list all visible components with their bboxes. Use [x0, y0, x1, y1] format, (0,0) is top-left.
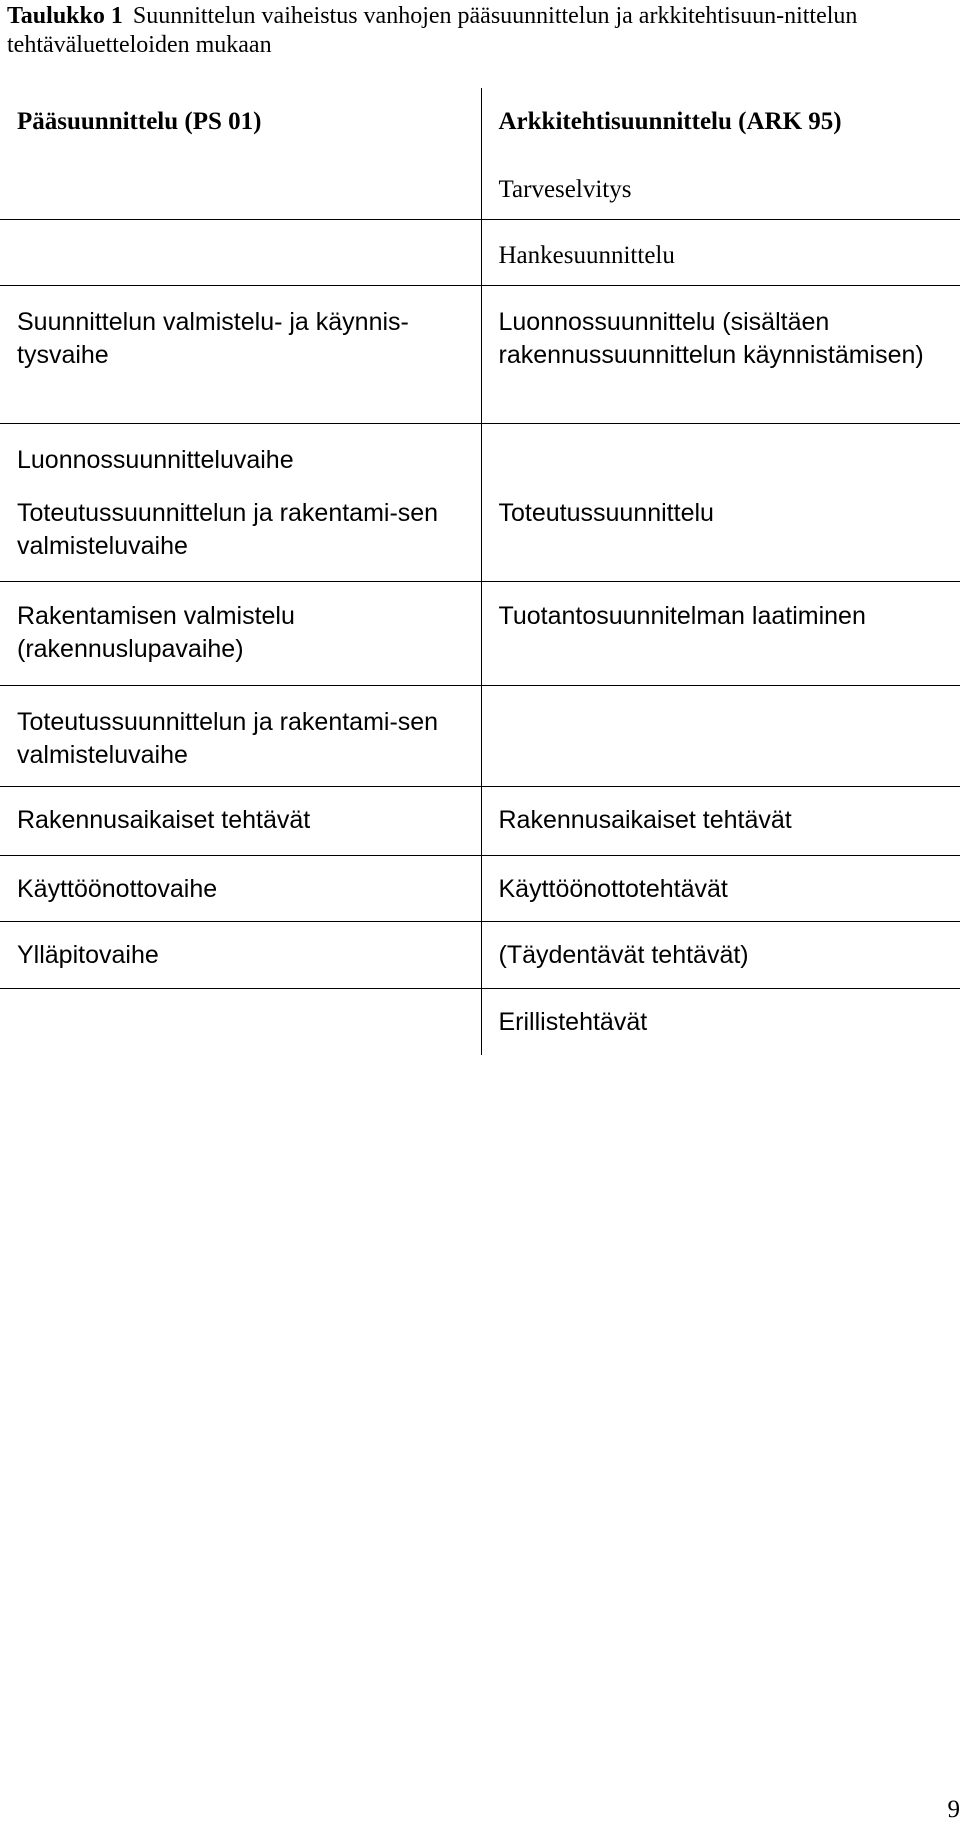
column-header-ark: Arkkitehtisuunnittelu (ARK 95) [498, 108, 842, 135]
table-row [0, 988, 960, 1055]
table-row [0, 921, 960, 988]
row-left-cell: Toteutussuunnittelun ja rakentami-sen valmisteluvaihe [0, 487, 481, 581]
row-right-cell: Luonnossuunnittelu (sisältäen rakennussuunnittelun käynnistämisen) [481, 285, 960, 423]
row-left-cell [0, 988, 481, 1055]
row-left-cell [0, 151, 481, 219]
row-right-cell [481, 685, 960, 786]
row-right-cell: Hankesuunnittelu [481, 219, 960, 285]
phase-table [0, 88, 960, 1055]
row-right-cell: Tarveselvitys [481, 151, 960, 219]
row-left-cell: Toteutussuunnittelun ja rakentami-sen valmisteluvaihe [0, 685, 481, 786]
table-row [0, 855, 960, 921]
row-right-cell [481, 423, 960, 487]
table-row [0, 423, 960, 487]
table-row [0, 487, 960, 581]
table-row [0, 219, 960, 285]
row-right-cell: Erillistehtävät [498, 1007, 648, 1036]
row-left-cell: Rakennusaikaiset tehtävät [0, 786, 481, 855]
row-right-cell: Toteutussuunnittelu [481, 487, 960, 581]
row-left-cell: Luonnossuunnitteluvaihe [0, 423, 481, 487]
table-row [0, 581, 960, 685]
table-row [0, 786, 960, 855]
table-header-row [0, 88, 960, 151]
table-row [0, 151, 960, 219]
caption-text: Suunnittelun vaiheistus vanhojen pääsuunnittelun ja arkkitehtisuun-nittelun tehtäväluetteloiden mukaan [7, 3, 858, 58]
table-row [0, 685, 960, 786]
row-left-cell: Rakentamisen valmistelu (rakennuslupavaihe) [0, 581, 481, 685]
row-left-cell: Suunnittelun valmistelu- ja käynnis-tysvaihe [0, 285, 481, 423]
column-header-ps: Pääsuunnittelu (PS 01) [0, 88, 481, 151]
caption-label: Taulukko 1 [7, 3, 123, 29]
row-left-cell: Käyttöönottovaihe [0, 855, 481, 921]
table-caption [7, 2, 947, 60]
row-left-cell: Ylläpitovaihe [0, 921, 481, 988]
row-left-cell [0, 219, 481, 285]
page-number: 9 [947, 1796, 960, 1823]
row-right-cell: Käyttöönottotehtävät [481, 855, 960, 921]
row-right-cell: (Täydentävät tehtävät) [481, 921, 960, 988]
row-right-cell: Rakennusaikaiset tehtävät [481, 786, 960, 855]
table-row [0, 285, 960, 423]
row-right-cell: Tuotantosuunnitelman laatiminen [481, 581, 960, 685]
